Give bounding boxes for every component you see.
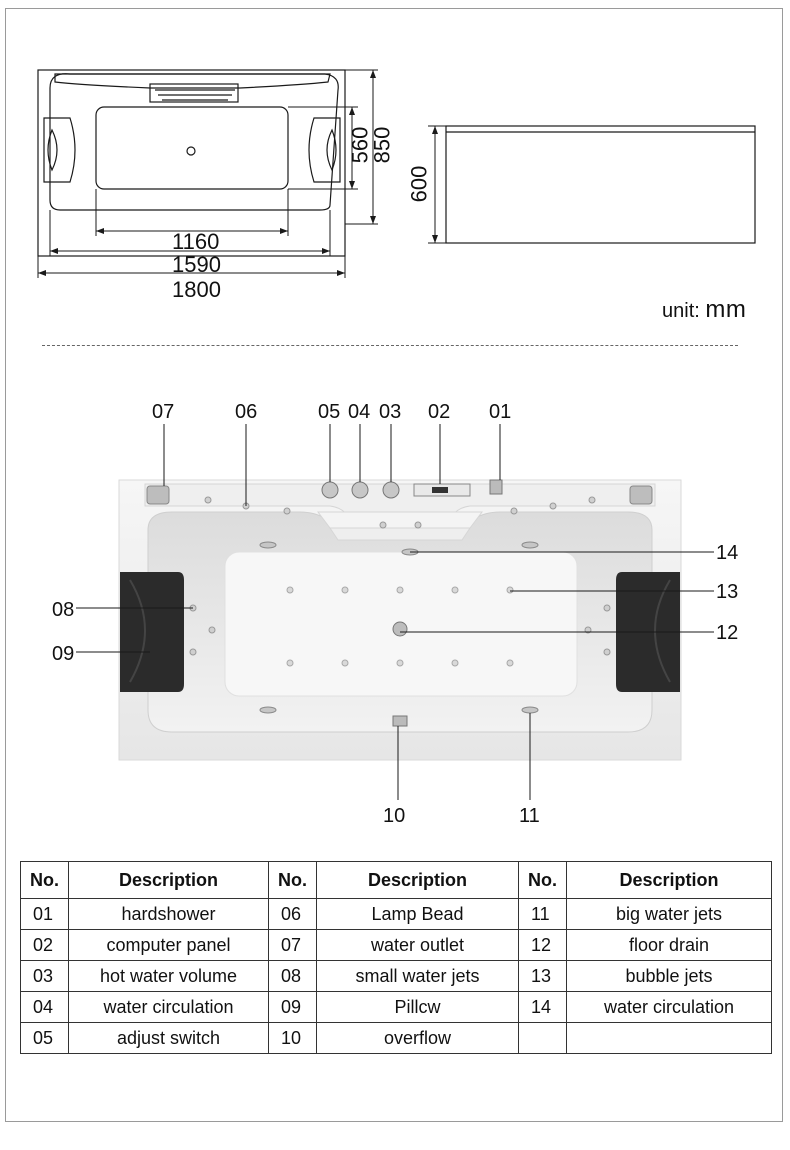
tub-illustration (0, 380, 790, 840)
cell-no: 12 (519, 930, 567, 961)
callout-09: 09 (52, 643, 75, 665)
cell-desc: water outlet (317, 930, 519, 961)
cell-desc: overflow (317, 1023, 519, 1054)
callout-04: 04 (348, 401, 371, 423)
cell-no: 11 (519, 899, 567, 930)
top-view-drawing (0, 0, 790, 340)
cell-desc: water circulation (567, 992, 772, 1023)
cell-desc: adjust switch (69, 1023, 269, 1054)
cell-no: 10 (269, 1023, 317, 1054)
cell-no: 06 (269, 899, 317, 930)
side-view-drawing (446, 126, 755, 243)
header-desc-2: Description (317, 862, 519, 899)
table-row (21, 961, 772, 992)
callout-11: 11 (519, 805, 540, 827)
cell-desc: Lamp Bead (317, 899, 519, 930)
table-row (21, 1023, 772, 1054)
dim-overall-width: 850 (369, 126, 395, 164)
cell-no (519, 1023, 567, 1054)
callout-06: 06 (235, 401, 258, 423)
unit-prefix: unit: (662, 300, 700, 322)
cell-no: 01 (21, 899, 69, 930)
cell-desc (567, 1023, 772, 1054)
cell-no: 14 (519, 992, 567, 1023)
header-desc-3: Description (567, 862, 772, 899)
cell-no: 13 (519, 961, 567, 992)
cell-desc: bubble jets (567, 961, 772, 992)
callout-10: 10 (383, 805, 406, 827)
table-header-row (21, 862, 772, 899)
knob-05 (322, 482, 338, 498)
dim-inner-length: 1160 (172, 229, 220, 254)
table-row (21, 899, 772, 930)
callout-14: 14 (716, 542, 739, 564)
knob-03 (383, 482, 399, 498)
header-no-2: No. (269, 862, 317, 899)
cell-desc: big water jets (567, 899, 772, 930)
cell-no: 03 (21, 961, 69, 992)
headboard (55, 74, 330, 88)
callout-12: 12 (716, 622, 739, 644)
dim-height: 600 (406, 165, 432, 203)
control-panel-block (150, 84, 238, 102)
dim-mid-length: 1590 (172, 252, 221, 277)
callout-01: 01 (489, 401, 512, 423)
callout-03: 03 (379, 401, 402, 423)
cell-no: 02 (21, 930, 69, 961)
drain-hole (187, 147, 195, 155)
pillow-left (120, 572, 184, 692)
table-row (21, 930, 772, 961)
cell-desc: hardshower (69, 899, 269, 930)
dim-inner-width: 560 (347, 126, 373, 164)
header-no-1: No. (21, 862, 69, 899)
callout-05: 05 (318, 401, 341, 423)
unit-label (662, 296, 746, 324)
callout-13: 13 (716, 581, 739, 603)
section-divider (42, 345, 738, 346)
cell-desc: small water jets (317, 961, 519, 992)
inner-basin (96, 107, 288, 189)
cell-desc: floor drain (567, 930, 772, 961)
table-row (21, 992, 772, 1023)
cell-no: 05 (21, 1023, 69, 1054)
cell-no: 07 (269, 930, 317, 961)
cell-no: 08 (269, 961, 317, 992)
overflow (393, 716, 407, 726)
callout-07: 07 (152, 401, 175, 423)
left-pillow (44, 118, 75, 182)
cell-desc: water circulation (69, 992, 269, 1023)
header-desc-1: Description (69, 862, 269, 899)
cell-no: 04 (21, 992, 69, 1023)
cell-desc: hot water volume (69, 961, 269, 992)
header-no-3: No. (519, 862, 567, 899)
callout-02: 02 (428, 401, 451, 423)
parts-table (20, 861, 772, 1054)
cell-desc: Pillcw (317, 992, 519, 1023)
cell-no: 09 (269, 992, 317, 1023)
cell-desc: computer panel (69, 930, 269, 961)
knob-04 (352, 482, 368, 498)
dim-overall-length: 1800 (172, 277, 221, 302)
unit-value: mm (705, 296, 747, 323)
callout-08: 08 (52, 599, 75, 621)
floor-drain (393, 622, 407, 636)
water-outlet (147, 486, 169, 504)
hand-shower (490, 480, 502, 494)
